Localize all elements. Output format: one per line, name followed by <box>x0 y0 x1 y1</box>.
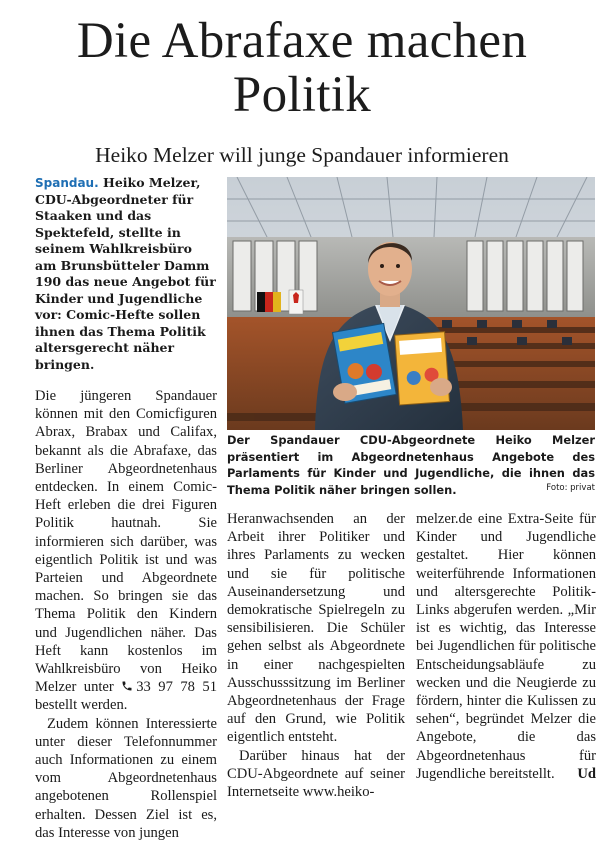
lead-paragraph <box>35 175 217 373</box>
body-paragraph: Darüber hinaus hat der CDU-Abgeordnete auf seiner Internetseite www.heiko- <box>227 747 405 801</box>
lead-text: Heiko Melzer, CDU-Abgeordneter für Staaken und das Spektefeld, stellte in seinem Wahlkreisbüro am Brunsbütteler Damm 190 das neue Angebot für Kinder und Jugendliche vor: Comic-Hefte sollen ihnen das Thema Politik altersgerecht näher bringen. <box>35 175 216 372</box>
body-text: melzer.de eine Extra-Seite für Kinder und Jugendliche gestaltet. Hier können weiterführende Informationen und altersgerechte Politik-Links abgerufen werden. „Mir ist es wichtig, das Interesse bei Jugendlichen für politische Entscheidungsabläufe zu wecken und die Neugierde zu fördern, hinter die Kulissen zu sehen“, begründet Melzer die Angebote, die das Abgeordnetenhaus für Jugendliche bereitstellt. <box>416 511 596 782</box>
headline-line-1: Die Abrafaxe machen <box>76 13 528 69</box>
headline-line-2: Politik <box>232 67 372 123</box>
phone-number <box>121 679 217 695</box>
phone-icon <box>121 680 133 692</box>
column-2 <box>227 510 405 801</box>
body-paragraph <box>416 510 596 783</box>
body-paragraph <box>35 387 217 715</box>
body-text: bestellt werden. <box>35 697 128 714</box>
article-photo <box>227 177 595 430</box>
photo-credit: Foto: privat <box>546 483 595 493</box>
photo-caption: Der Spandauer CDU-Abgeordnete Heiko Melzer präsentiert im Abgeordnetenhaus Angebote des Parlaments für Kinder und Jugendliche, die ihnen das Thema Politik näher bringen sollen. <box>227 433 595 497</box>
headline <box>0 14 604 122</box>
column-1 <box>35 175 217 842</box>
body-paragraph: Zudem können Interessierte unter dieser Telefonnummer auch Informationen zu einem vom Abgeordnetenhaus angebotenen Rollenspiel erhalten. Dessen Ziel ist es, das Interesse von jungen <box>35 715 217 841</box>
subheadline: Heiko Melzer will junge Spandauer informieren <box>95 143 509 167</box>
body-text: Die jüngeren Spandauer können mit den Comicfiguren Abrax, Brabax und Califax, bekannt als die Abrafaxe, das Berliner Abgeordnetenhaus entdecken. In einem Comic-Heft erleben die drei Figuren Politik hautnah. Sie informieren sich darüber, was eigentlich Politik ist und was Parteien und Abgeordnete machen. So bringen sie das Thema Politik den Kindern und Jugendlichen näher. Das Heft kann kostenlos im Wahlkreisbüro von Heiko Melzer unter <box>35 388 217 696</box>
body-paragraph: Heranwachsenden an der Arbeit ihrer Politiker und ihres Parlaments zu wecken und sie für politische Auseinandersetzung und demokratische Spielregeln zu sensibilisieren. Die Schüler gehen selbst als Abgeordnete in einer nachgespielten Ausschusssitzung im Berliner Abgeordnetenhaus der Frage auf den Grund, wie Politik eigentlich entsteht. <box>227 511 405 746</box>
column-3 <box>416 510 596 783</box>
phone-number-text: 33 97 78 51 <box>136 679 217 696</box>
photo-illustration <box>227 177 595 430</box>
author-signoff: Ud <box>577 765 596 782</box>
location-kicker: Spandau. <box>35 176 99 190</box>
